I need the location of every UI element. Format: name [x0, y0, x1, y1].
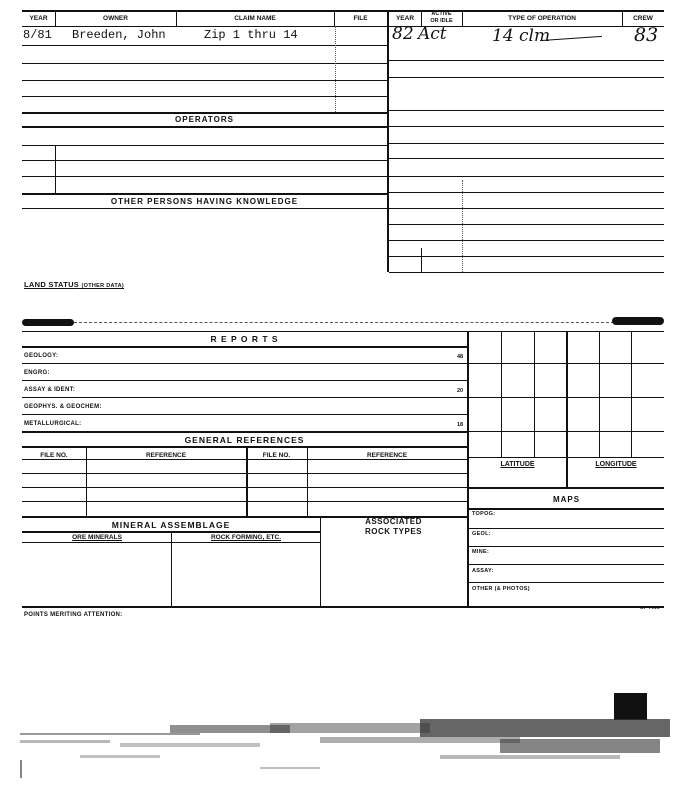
header-owner: OWNER: [103, 15, 128, 22]
entry-year-2: 82: [392, 24, 414, 44]
entry-claim-name: Zip 1 thru 14: [204, 28, 298, 42]
reports-heading: R E P O R T S: [210, 334, 279, 344]
land-status-label: LAND STATUS (OTHER DATA): [24, 280, 124, 289]
report-metallurgical: METALLURGICAL:: [24, 421, 82, 427]
entry-active: Act: [418, 24, 447, 44]
map-other: OTHER (& PHOTOS): [472, 586, 530, 592]
entry-crew: 83: [634, 24, 659, 46]
ref-file-no-2: FILE NO.: [262, 452, 291, 459]
report-engrg: ENGRG:: [24, 370, 50, 376]
header-claim-name: CLAIM NAME: [234, 15, 276, 22]
map-mine: MINE:: [472, 549, 490, 555]
ref-reference-1: REFERENCE: [145, 452, 187, 459]
ref-reference-2: REFERENCE: [366, 452, 408, 459]
entry-year: 8/81: [23, 28, 52, 42]
latitude-label: LATITUDE: [500, 461, 535, 468]
longitude-label: LONGITUDE: [595, 461, 637, 468]
entry-owner: Breeden, John: [72, 28, 166, 42]
report-assay: ASSAY & IDENT:: [24, 387, 76, 393]
ink-blot-right: [612, 317, 664, 325]
header-year: YEAR: [29, 15, 48, 22]
header-active-2: OR IDLE: [430, 18, 453, 24]
header-year-2: YEAR: [395, 15, 415, 22]
map-topog: TOPOG:: [472, 511, 496, 517]
header-active-1: ACTIVE: [431, 11, 452, 17]
ink-blot-left: [22, 319, 74, 326]
general-references-heading: GENERAL REFERENCES: [184, 435, 305, 445]
associated-line-2: ROCK TYPES: [364, 527, 422, 536]
points-meriting-attention: POINTS MERITING ATTENTION:: [24, 612, 123, 618]
report-geophys: GEOPHYS. & GEOCHEM:: [24, 404, 102, 410]
report-geology: GEOLOGY:: [24, 353, 59, 359]
header-crew: CREW: [633, 15, 653, 22]
report-num-b: 20: [457, 388, 464, 394]
operators-heading: OPERATORS: [175, 115, 234, 124]
map-assay: ASSAY:: [472, 568, 494, 574]
ore-minerals: ORE MINERALS: [72, 534, 122, 541]
maps-heading: MAPS: [552, 495, 581, 504]
rock-forming: ROCK FORMING, ETC.: [210, 534, 282, 541]
report-num-c: 18: [457, 422, 464, 428]
map-geol: GEOL:: [472, 531, 491, 537]
ref-file-no-1: FILE NO.: [40, 452, 68, 459]
report-num-a: 48: [457, 354, 464, 360]
associated-line-1: ASSOCIATED: [365, 517, 422, 526]
header-file: FILE: [353, 15, 368, 22]
entry-type-of-operation: 14 clm: [492, 26, 551, 46]
mineral-assemblage-heading: MINERAL ASSEMBLAGE: [111, 520, 231, 530]
header-type-of-operation: TYPE OF OPERATION: [508, 15, 576, 22]
form-code: GP 7915: [640, 605, 660, 610]
other-persons-heading: OTHER PERSONS HAVING KNOWLEDGE: [110, 197, 299, 206]
